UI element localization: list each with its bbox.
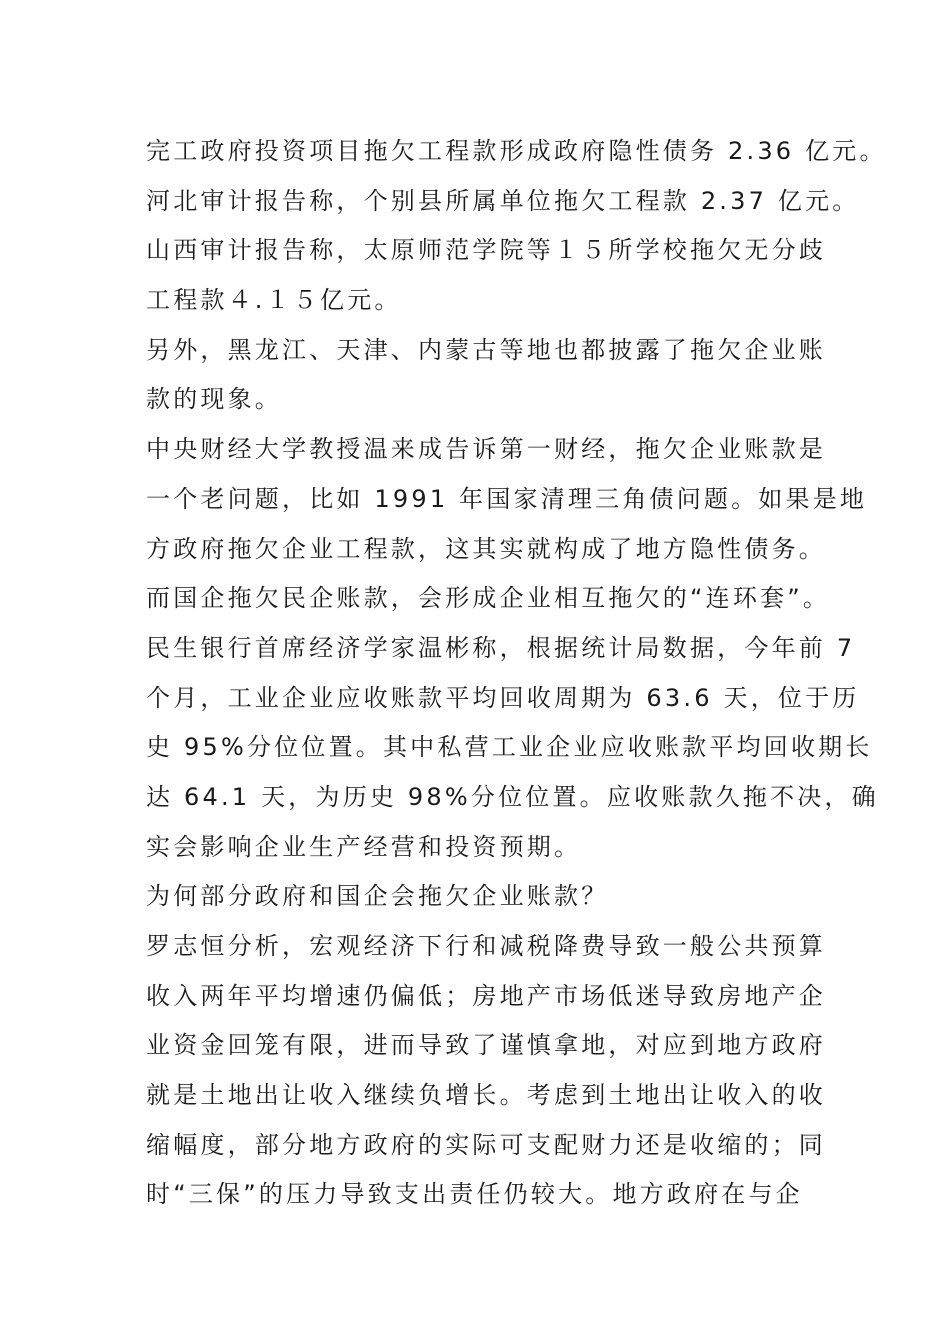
text-line: 完工政府投资项目拖欠工程款形成政府隐性债务 2.36 亿元。 bbox=[146, 137, 887, 165]
text-line: 民生银行首席经济学家温彬称，根据统计局数据，今年前 7 bbox=[146, 633, 856, 662]
text-line: 时“三保”的压力导致支出责任仍较大。地方政府在与企 bbox=[146, 1180, 803, 1209]
text-line: 收入两年平均增速仍偏低；房地产市场低迷导致房地产企 bbox=[146, 981, 826, 1010]
text-line: 罗志恒分析，宏观经济下行和减税降费导致一般公共预算 bbox=[146, 932, 826, 960]
text-line: 另外，黑龙江、天津、内蒙古等地也都披露了拖欠企业账 bbox=[146, 335, 826, 364]
text-line: 河北审计报告称，个别县所属单位拖欠工程款 2.37 亿元。 bbox=[146, 186, 860, 215]
text-line: 方政府拖欠企业工程款，这其实就构成了地方隐性债务。 bbox=[146, 534, 826, 563]
text-line: 工程款４.１５亿元。 bbox=[146, 286, 402, 315]
text-line: 而国企拖欠民企账款，会形成企业相互拖欠的“连环套”。 bbox=[146, 584, 831, 613]
text-line: 业资金回笼有限，进而导致了谨慎拿地，对应到地方政府 bbox=[146, 1031, 826, 1060]
text-line: 中央财经大学教授温来成告诉第一财经，拖欠企业账款是 bbox=[146, 435, 826, 464]
text-line: 缩幅度，部分地方政府的实际可支配财力还是收缩的；同 bbox=[146, 1130, 826, 1159]
text-line: 就是土地出让收入继续负增长。考虑到土地出让收入的收 bbox=[146, 1081, 826, 1110]
text-line: 为何部分政府和国企会拖欠企业账款？ bbox=[146, 882, 609, 911]
text-line: 实会影响企业生产经营和投资预期。 bbox=[146, 832, 582, 861]
text-line: 个月，工业企业应收账款平均回收周期为 63.6 天，位于历 bbox=[146, 683, 860, 712]
text-line: 款的现象。 bbox=[146, 385, 282, 414]
text-line: 史 95%分位位置。其中私营工业企业应收账款平均回收期长 bbox=[146, 733, 873, 762]
text-line: 山西审计报告称，太原师范学院等１５所学校拖欠无分歧 bbox=[146, 236, 826, 265]
text-line: 一个老问题，比如 1991 年国家清理三角债问题。如果是地 bbox=[146, 484, 868, 513]
body-text bbox=[146, 127, 887, 1220]
text-line: 达 64.1 天，为历史 98%分位位置。应收账款久拖不决，确 bbox=[146, 782, 879, 811]
